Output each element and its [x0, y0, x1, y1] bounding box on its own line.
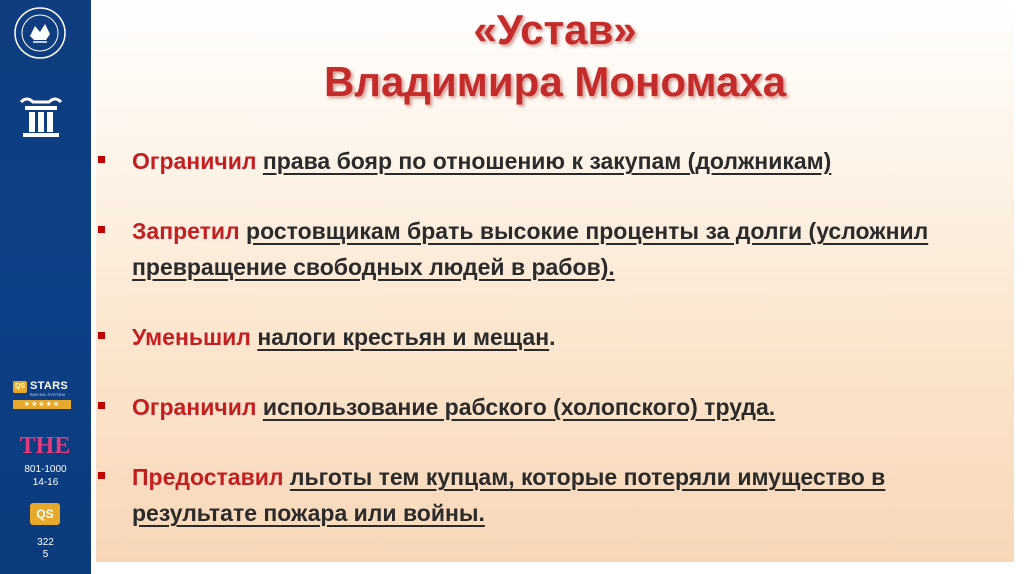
university-seal-icon [13, 6, 67, 60]
stars-sublabel: RATING SYSTEM [30, 392, 65, 397]
the-logo-text: THE [19, 433, 71, 459]
list-item-text-continued: превращение свободных людей в рабов). [132, 254, 615, 280]
bullet-icon [98, 472, 105, 479]
list-item-verb: Запретил [132, 218, 240, 244]
qs-stars-badge [13, 381, 73, 411]
list-item-text: права бояр по отношению к закупам (должникам) [262, 148, 832, 174]
the-rank: 801-1000 [24, 464, 67, 475]
list-item-text: налоги крестьян и мещан [257, 324, 550, 350]
list-item-line [132, 324, 556, 351]
list-item-line-2 [132, 500, 485, 527]
list-item-text-continued: результате пожара или войны. [132, 500, 485, 526]
list-item-verb: Ограничил [132, 394, 257, 420]
sidebar [0, 0, 91, 574]
slide [96, 0, 1014, 562]
five-stars-icon: ★★★★★ [13, 400, 71, 409]
bullet-icon [98, 402, 105, 409]
list-item-line-2 [132, 254, 615, 281]
qs-ranking-logo: QS [30, 503, 60, 525]
the-rank-years: 14-16 [32, 477, 59, 488]
column-logo-icon [17, 96, 65, 138]
qs-stars-count: 5 [42, 549, 49, 560]
slide-title-line-1: «Устав» [473, 6, 637, 53]
bullet-icon [98, 332, 105, 339]
list-item-text: льготы тем купцам, которые потеряли имущество в [289, 464, 886, 490]
list-item-verb: Предоставил [132, 464, 284, 490]
bullet-icon [98, 156, 105, 163]
list-item-line [132, 148, 831, 175]
list-item-line [132, 464, 885, 491]
bullet-icon [98, 226, 105, 233]
list-item-line [132, 218, 928, 245]
list-item-tail: . [549, 324, 556, 350]
the-ranking-logo [19, 430, 71, 459]
list-item-text: ростовщикам брать высокие проценты за долги (усложнил [246, 218, 929, 244]
stars-label: STARS [30, 380, 68, 392]
qs-rank: 322 [37, 537, 54, 548]
list-item-line [132, 394, 775, 421]
list-item-verb: Ограничил [132, 148, 257, 174]
qs-stars-logo: QS [13, 381, 27, 393]
list-item-verb: Уменьшил [132, 324, 251, 350]
slide-title-line-2: Владимира Мономаха [323, 58, 787, 105]
list-item-text: использование рабского (холопского) труда. [262, 394, 776, 420]
